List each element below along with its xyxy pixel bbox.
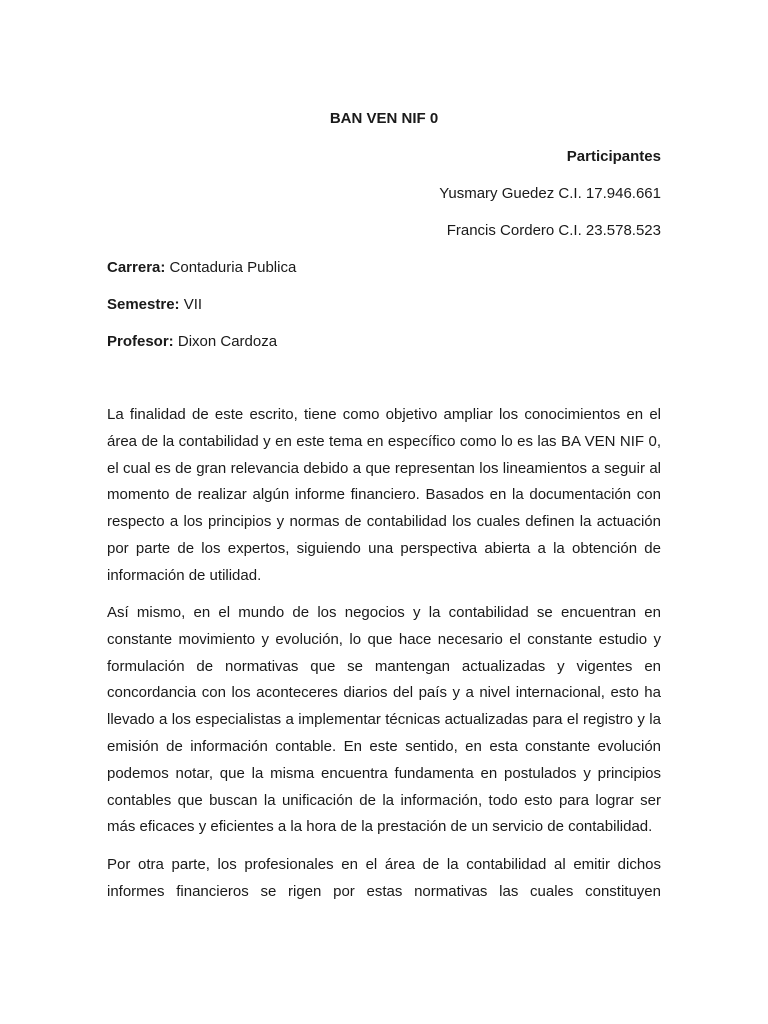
participants-heading: Participantes [566,148,661,165]
document-title: BAN VEN NIF 0 [329,110,439,127]
paragraph-3: Por otra parte, los profesionales en el área de la contabilidad al emitir dichos informes financieros se rigen por estas normativas las cuales constituyen [107,856,661,900]
paragraph-2: Así mismo, en el mundo de los negocios y la contabilidad se encuentran en constante movimiento y evolución, lo que hace necesario el constante estudio y formulación de normativas que se mantengan actualizadas y vigentes en concordancia con los aconteceres diarios del país y a nivel internacional, esto ha llevado a los especialistas a implementar técnicas actualizadas para el registro y la emisión de información contable. En este sentido, en esta constante evolución podemos notar, que la misma encuentra fundamenta en postulados y principios contables que buscan la unificación de la información, todo esto para lograr ser más eficaces y eficientes a la hora de la prestación de un servicio de contabilidad. [107,604,661,836]
field-semestre-value: VII [179,296,203,313]
field-semestre [107,295,202,315]
field-profesor [107,332,277,352]
field-carrera-label: Carrera: [107,259,166,276]
field-profesor-label: Profesor: [107,333,174,350]
field-profesor-value: Dixon Cardoza [173,333,278,350]
participant-2: Francis Cordero C.I. 23.578.523 [446,222,661,239]
paragraph-1: La finalidad de este escrito, tiene como objetivo ampliar los conocimientos en el área de la contabilidad y en este tema en específico como lo es las BA VEN NIF 0, el cual es de gran relevancia debido a que representan los lineamientos a seguir al momento de realizar algún informe financiero. Basados en la documentación con respecto a los principios y normas de contabilidad los cuales definen la actuación por parte de los expertos, siguiendo una perspectiva abierta a la obtención de información de utilidad. [107,406,661,584]
field-carrera [107,258,296,278]
participant-1: Yusmary Guedez C.I. 17.946.661 [439,185,661,202]
field-carrera-value: Contaduria Publica [165,259,297,276]
field-semestre-label: Semestre: [107,296,180,313]
